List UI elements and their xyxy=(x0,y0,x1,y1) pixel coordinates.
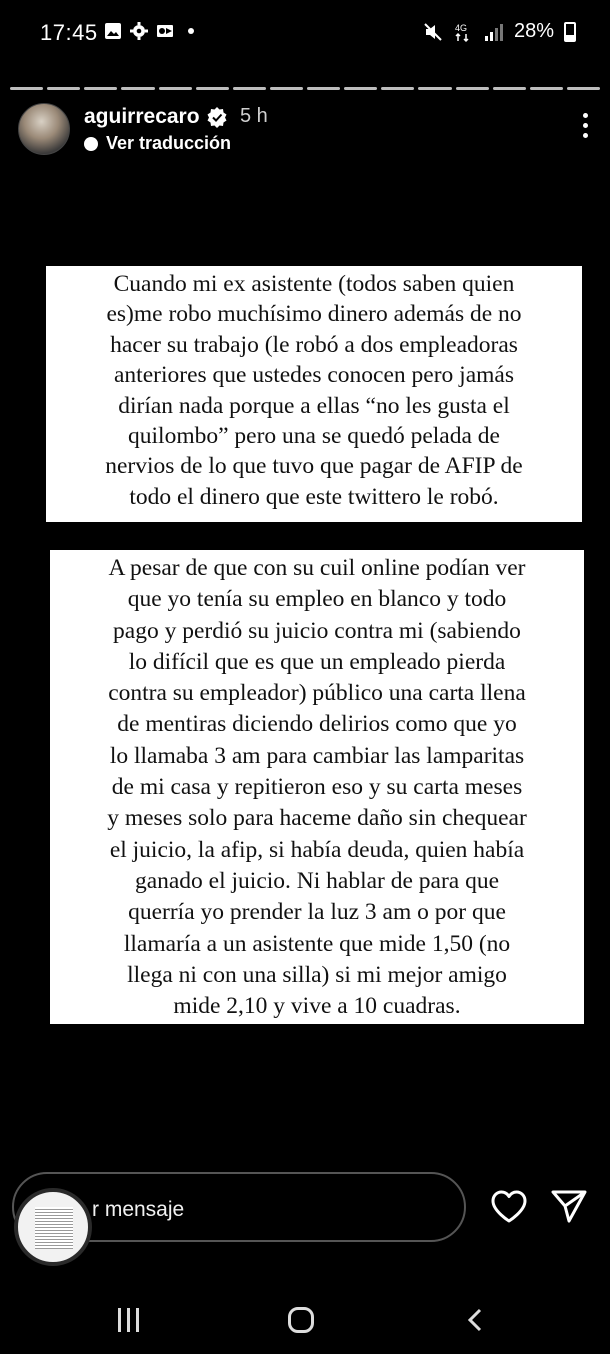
story-text-block-2 xyxy=(50,550,584,1024)
svg-text:4G: 4G xyxy=(454,22,467,33)
image-icon xyxy=(104,22,122,40)
more-options-icon[interactable] xyxy=(580,113,590,143)
avatar[interactable] xyxy=(18,103,70,155)
message-input-placeholder: r mensaje xyxy=(92,1198,185,1221)
progress-segment xyxy=(159,87,192,90)
progress-segment xyxy=(456,87,489,90)
translate-label: Ver traducción xyxy=(106,133,232,153)
story-text-block-1 xyxy=(46,266,582,522)
progress-segment xyxy=(84,87,117,90)
battery-icon xyxy=(564,22,576,42)
story-thumbnail[interactable] xyxy=(14,1188,92,1266)
status-left-icons xyxy=(104,22,200,40)
status-time: 17:45 xyxy=(40,20,98,45)
post-time: 5 h xyxy=(240,105,268,127)
status-bar xyxy=(0,0,610,66)
progress-segment xyxy=(47,87,80,90)
story-text-1: Cuando mi ex asistente (todos saben quien es)me robo muchísimo dinero además de no hacer su trabajo (le robó a dos empleadoras anteriores que ustedes conocen pero jamás dirían nada porque a ellas “no les gusta el quilombo” pero una se quedó pelada de nervios de lo que tuvo que pagar de AFIP de todo el dinero que este twittero le robó. xyxy=(105,271,523,510)
status-right xyxy=(422,20,576,43)
dot-icon xyxy=(182,22,200,40)
battery-percent: 28% xyxy=(513,20,554,42)
system-navigation-bar xyxy=(0,1280,610,1354)
translate-icon xyxy=(84,137,98,151)
verified-badge-icon xyxy=(206,106,228,128)
progress-segment xyxy=(233,87,266,90)
progress-segment xyxy=(418,87,451,90)
signal-icon xyxy=(484,22,504,42)
progress-segment xyxy=(567,87,600,90)
progress-segment xyxy=(493,87,526,90)
story-progress-bar xyxy=(10,87,600,90)
progress-segment xyxy=(270,87,303,90)
outlook-icon xyxy=(156,22,174,40)
story-text-2: A pesar de que con su cuil online podían ver que yo tenía su empleo en blanco y todo pago y perdió su juicio contra mi (sabiendo lo difícil que es que un empleado pierda contra su empleador) público una carta llena de mentiras diciendo delirios como que yo lo llamaba 3 am para cambiar las lamparitas de mi casa y repitieron eso y su carta meses y meses solo para haceme daño sin chequear el juicio, la afip, si había deuda, quien había ganado el juicio. Ni hablar de para que querría yo prender la luz 3 am o por que llamaría a un asistente que mide 1,50 (no llega ni con una silla) si mi mejor amigo mide 2,10 y vive a 10 cuadras. xyxy=(107,555,527,1020)
gear-icon xyxy=(130,22,148,40)
back-button[interactable] xyxy=(464,1308,488,1332)
heart-icon[interactable] xyxy=(490,1189,528,1225)
progress-segment xyxy=(530,87,563,90)
story-header xyxy=(18,103,590,159)
mute-icon xyxy=(422,21,444,43)
network-icon xyxy=(454,21,474,43)
translate-button[interactable] xyxy=(84,133,231,154)
progress-segment xyxy=(381,87,414,90)
username[interactable]: aguirrecaro xyxy=(84,105,200,128)
progress-segment xyxy=(344,87,377,90)
progress-segment xyxy=(121,87,154,90)
progress-segment xyxy=(196,87,229,90)
home-button[interactable] xyxy=(288,1307,314,1333)
progress-segment xyxy=(10,87,43,90)
send-icon[interactable] xyxy=(550,1188,588,1224)
recents-button[interactable] xyxy=(118,1308,139,1332)
progress-segment xyxy=(307,87,340,90)
